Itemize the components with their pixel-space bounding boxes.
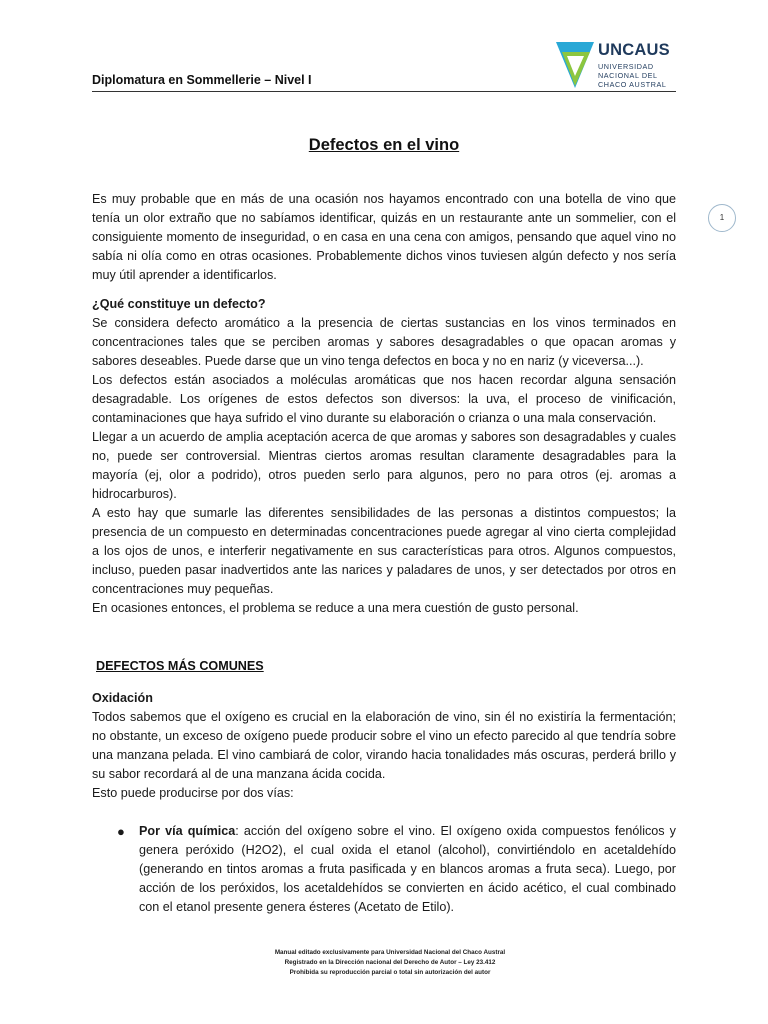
logo-name: UNCAUS [598, 41, 670, 59]
logo-line-1: UNIVERSIDAD [598, 62, 654, 71]
paragraph: A esto hay que sumarle las diferentes sensibilidades de las personas a distintos compuestos; la presencia de un compuesto en determinadas concentraciones puede agregar al vino cierta complejidad a los ojos de unos, e interferir negativamente en sus características para otros. Algunos compuestos, incluso, pueden pasar inadvertidos ante las narices y paladares de unos, y ser detectados por otros en concentraciones muy pequeñas. [92, 506, 676, 596]
bullet-text: : acción del oxígeno sobre el vino. El oxígeno oxida compuestos fenólicos y genera peróxido (H2O2), el cual oxida el etanol (alcohol), convirtiéndolo en acetaldehído (generando en tintos aromas a fruta pasificada y en blancos aromas a fruta seca). Luego, por acción de los peróxidos, los acetaldehídos se convierten en ácido acético, el cual combinado con el etanol presente genera ésteres (Acetato de Etilo). [139, 824, 676, 914]
bullet-label: Por vía química [139, 824, 236, 838]
logo-line-2: NACIONAL DEL [598, 71, 658, 80]
footer-line-2: Registrado en la Dirección nacional del Derecho de Autor – Ley 23.412 [284, 959, 496, 966]
document-title: Defectos en el vino [308, 136, 460, 154]
paragraph: Llegar a un acuerdo de amplia aceptación acerca de que aromas y sabores son desagradables y cuales no, puede ser controversial. Mientras ciertos aromas resultan claramente desagradables para la mayoría (ej, olor a podrido), otros pueden serlo para algunos, pero no para otros (ej. aromas a hidrocarburos). [92, 430, 676, 501]
footer-line-3: Prohibida su reproducción parcial o total sin autorización del autor [289, 969, 491, 976]
footer-line-1: Manual editado exclusivamente para Universidad Nacional del Chaco Austral [274, 949, 506, 956]
paragraph: Se considera defecto aromático a la presencia de ciertas sustancias en los vinos terminados en concentraciones tales que se perciben aromas y sabores desagradables o que opacan aromas y sabores deseables. Puede darse que un vino tenga defectos en boca y no en nariz (y viceversa...). [92, 316, 676, 368]
bullet-item [117, 822, 676, 917]
logo-line-3: CHACO AUSTRAL [598, 80, 667, 89]
paragraph: En ocasiones entonces, el problema se reduce a una mera cuestión de gusto personal. [92, 601, 579, 615]
oxidation-section [92, 689, 676, 803]
uncaus-logo [556, 42, 680, 92]
page-footer [160, 948, 620, 978]
oxidation-heading: Oxidación [92, 691, 153, 705]
uncaus-logo-icon [556, 42, 596, 90]
paragraph: Los defectos están asociados a moléculas aromáticas que nos hacen recordar alguna sensación desagradable. Los orígenes de estos defectos son diversos: la uva, el proceso de vinificación, contaminaciones que haya sufrido el vino durante su elaboración o crianza o una mala conservación. [92, 373, 676, 425]
intro-section [92, 190, 676, 285]
section-heading: ¿Qué constituye un defecto? [92, 297, 266, 311]
course-title: Diplomatura en Sommellerie – Nivel I [92, 73, 312, 87]
paragraph: Todos sabemos que el oxígeno es crucial en la elaboración de vino, sin él no existiría la fermentación; no obstante, un exceso de oxígeno puede producir sobre el vino un efecto parecido al que tendría sobre una manzana pelada. El vino cambiará de color, virando hacia tonalidades más oscuras, perderá brillo y su sabor recordará al de una manzana ácida cocida. [92, 710, 676, 781]
common-defects-heading: DEFECTOS MÁS COMUNES [96, 659, 264, 673]
bullet-icon: ● [117, 824, 125, 839]
page-number-badge: 1 [708, 204, 736, 232]
intro-paragraph: Es muy probable que en más de una ocasión nos hayamos encontrado con una botella de vino que tenía un olor extraño que no sabíamos identificar, quizás en un restaurante ante un sommelier, con el consiguiente momento de inseguridad, o en casa en una cena con amigos, pensando que aquel vino no sabía ni olía como en otras ocasiones. Probablemente dichos vinos tuviesen algún defecto y nos sería muy útil aprender a identificarlos. [92, 192, 676, 282]
paragraph: Esto puede producirse por dos vías: [92, 786, 294, 800]
defect-definition-section [92, 295, 676, 618]
